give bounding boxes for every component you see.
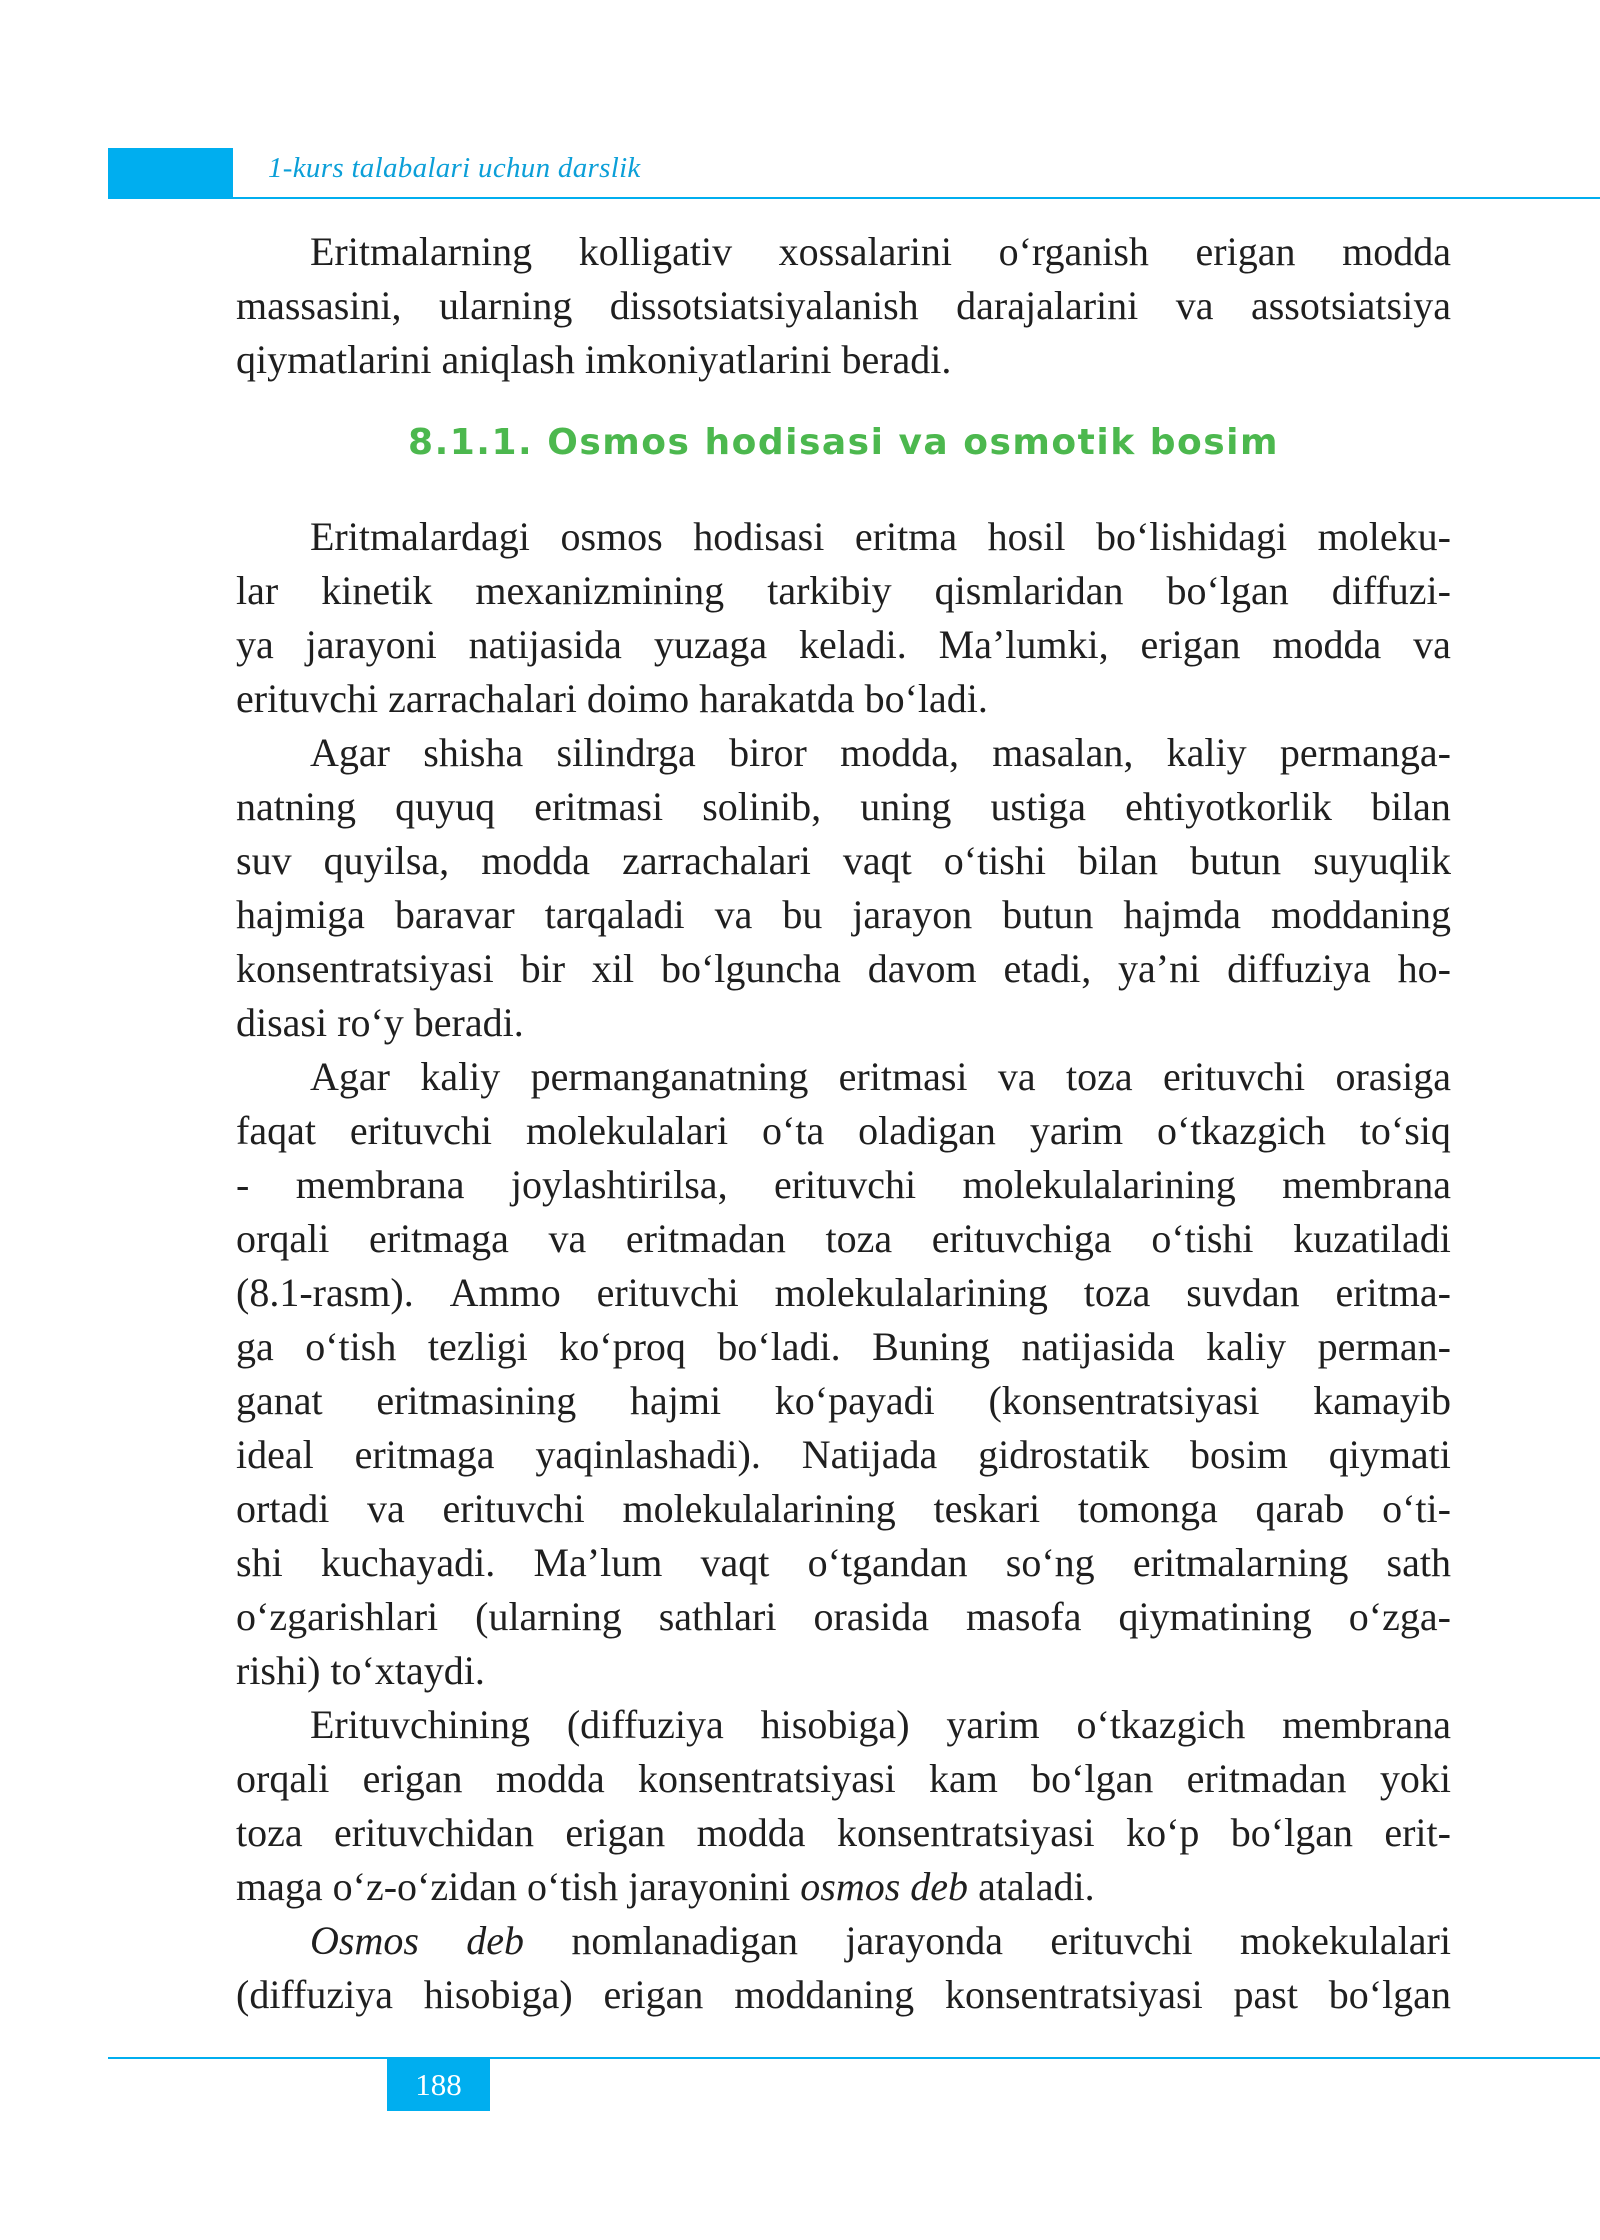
word: hisobiga) <box>423 1972 573 2017</box>
word: natijasida <box>1021 1324 1175 1369</box>
word: o‘tkazgich <box>1076 1702 1246 1747</box>
word: bo‘ladi. <box>864 676 988 721</box>
word: modda, <box>840 730 959 775</box>
word: ganat <box>236 1378 323 1423</box>
text-line <box>236 1482 1451 1536</box>
word: erituvchi <box>596 1270 739 1315</box>
word: kinetik <box>321 568 433 613</box>
word: solinib, <box>702 784 822 829</box>
word: xossalarini <box>778 229 952 274</box>
word: ko‘payadi <box>774 1378 935 1423</box>
word: butun <box>1002 892 1094 937</box>
word: erituvchidan <box>334 1810 534 1855</box>
word: massasini, <box>236 283 402 328</box>
word: va <box>1175 283 1214 328</box>
text-line <box>236 1806 1451 1860</box>
word: qiymatining <box>1118 1594 1312 1639</box>
word: qarab <box>1255 1486 1345 1531</box>
word: harakatda <box>699 676 855 721</box>
word: to‘siq <box>1359 1108 1451 1153</box>
word: ehtiyotkorlik <box>1125 784 1332 829</box>
word: konsentratsiyasi <box>236 946 494 991</box>
word: Agar <box>310 1054 390 1099</box>
word: va <box>714 892 753 937</box>
word: erigan <box>1140 622 1241 667</box>
word: Agar <box>310 730 390 775</box>
word: (8.1-rasm). <box>236 1270 414 1315</box>
word: - <box>236 1162 250 1207</box>
word: kuzatiladi <box>1293 1216 1451 1261</box>
word: imkoniyatlarini <box>584 337 832 382</box>
word: maga <box>236 1864 323 1909</box>
word: davom <box>867 946 977 991</box>
word: (ularning <box>475 1594 622 1639</box>
word: ularning <box>439 283 573 328</box>
word: o‘zga- <box>1348 1594 1451 1639</box>
text-line <box>236 225 1451 279</box>
word: Eritmalardagi <box>310 514 530 559</box>
word: (konsentratsiyasi <box>988 1378 1260 1423</box>
word: mokekulalari <box>1239 1918 1451 1963</box>
word: zarrachalari <box>388 676 577 721</box>
word: diffuziya <box>1227 946 1371 991</box>
word: o‘ta <box>762 1108 825 1153</box>
word: Natijada <box>801 1432 938 1477</box>
word: kuchayadi. <box>320 1540 496 1585</box>
word: erigan <box>565 1810 666 1855</box>
word: tomonga <box>1077 1486 1218 1531</box>
word: zarrachalari <box>622 838 811 883</box>
word: va <box>367 1486 405 1531</box>
word: o‘tgandan <box>807 1540 968 1585</box>
text-line <box>236 888 1451 942</box>
word: eritmasining <box>376 1378 577 1423</box>
word: qiymati <box>1328 1432 1451 1477</box>
word: dissotsiatsiyalanish <box>609 283 919 328</box>
word: natijasida <box>468 622 622 667</box>
word: ko‘proq <box>559 1324 686 1369</box>
word: jarayonini <box>628 1864 791 1909</box>
word: yaqinlashadi). <box>535 1432 761 1477</box>
word: doimo <box>586 676 690 721</box>
word: butun <box>1190 838 1282 883</box>
section-title: 8.1.1. Osmos hodisasi va osmotik bosim <box>408 422 1279 463</box>
word: hosil <box>987 514 1066 559</box>
word: konsentratsiyasi <box>944 1972 1203 2017</box>
word: erigan <box>603 1972 704 2017</box>
header-accent-block <box>108 148 233 197</box>
word: tezligi <box>427 1324 528 1369</box>
word: suvdan <box>1186 1270 1300 1315</box>
word: quyilsa, <box>323 838 450 883</box>
word: o‘tishi <box>943 838 1046 883</box>
word: eritmasi <box>838 1054 968 1099</box>
word: bo‘lgan <box>1031 1756 1154 1801</box>
word: ortadi <box>236 1486 330 1531</box>
word: kamayib <box>1313 1378 1451 1423</box>
word: Osmos <box>310 1918 419 1963</box>
word: (diffuziya <box>236 1972 393 2017</box>
word: qiymatlarini <box>236 337 432 382</box>
word: rishi) <box>236 1648 321 1693</box>
word: toza <box>825 1216 893 1261</box>
word: membrana <box>295 1162 465 1207</box>
word: orasiga <box>1335 1054 1451 1099</box>
text-line <box>236 1050 1451 1104</box>
word: jarayonda <box>845 1918 1004 1963</box>
word: bo‘lishidagi <box>1095 514 1288 559</box>
word: uning <box>860 784 952 829</box>
word: erituvchi <box>442 1486 585 1531</box>
word: suv <box>236 838 292 883</box>
word: perman- <box>1317 1324 1451 1369</box>
word: bir <box>520 946 566 991</box>
word: baravar <box>394 892 515 937</box>
word: bilan <box>1370 784 1451 829</box>
word: ya’ni <box>1118 946 1201 991</box>
word: Erituvchining <box>310 1702 530 1747</box>
word: o‘rganish <box>998 229 1149 274</box>
word: masofa <box>965 1594 1082 1639</box>
text-line <box>236 1968 1451 2022</box>
word: xil <box>591 946 635 991</box>
word: vaqt <box>842 838 912 883</box>
word: ko‘p <box>1126 1810 1200 1855</box>
word: joylashtirilsa, <box>510 1162 728 1207</box>
text-line <box>236 1536 1451 1590</box>
text-line <box>236 333 1451 387</box>
word: eritmalarning <box>1132 1540 1349 1585</box>
word: modda <box>481 838 591 883</box>
word: eritmaga <box>354 1432 495 1477</box>
word: membrana <box>1282 1702 1451 1747</box>
text-line <box>236 1320 1451 1374</box>
word: suyuqlik <box>1313 838 1451 883</box>
word: sathlari <box>658 1594 777 1639</box>
word: ro‘y <box>337 1000 404 1045</box>
word: kam <box>929 1756 998 1801</box>
text-line <box>236 672 1451 726</box>
word: ga <box>236 1324 274 1369</box>
text-line <box>236 1104 1451 1158</box>
word: toza <box>236 1810 303 1855</box>
word: o‘tishi <box>1151 1216 1254 1261</box>
text-line <box>236 1860 1451 1914</box>
word: moddaning <box>734 1972 915 2017</box>
word: erit- <box>1384 1810 1451 1855</box>
word: orqali <box>236 1216 330 1261</box>
word: qismlaridan <box>934 568 1124 613</box>
word: erituvchi <box>236 676 379 721</box>
word: hajmiga <box>236 892 365 937</box>
header-rule <box>108 197 1600 199</box>
running-header-title: 1-kurs talabalari uchun darslik <box>268 152 641 184</box>
word: Ma’lum <box>533 1540 663 1585</box>
text-line <box>236 726 1451 780</box>
word: osmos <box>560 514 663 559</box>
word: erituvchi <box>1162 1054 1306 1099</box>
word: tarqaladi <box>544 892 685 937</box>
word: diffuzi- <box>1331 568 1451 613</box>
word: kaliy <box>1166 730 1247 775</box>
word: hisobiga) <box>760 1702 910 1747</box>
word: sath <box>1386 1540 1451 1585</box>
word: bosim <box>1190 1432 1288 1477</box>
word: Ma’lumki, <box>938 622 1109 667</box>
word: osmos <box>800 1864 901 1909</box>
word: shi <box>236 1540 283 1585</box>
word: o‘ti- <box>1382 1486 1451 1531</box>
word: eritmasi <box>534 784 664 829</box>
word: erituvchi <box>1050 1918 1193 1963</box>
word: Eritmalarning <box>310 229 533 274</box>
word: hodisasi <box>693 514 825 559</box>
footer-rule <box>108 2057 1600 2059</box>
word: eritmaga <box>368 1216 509 1261</box>
word: moleku- <box>1317 514 1451 559</box>
word: erigan <box>1195 229 1296 274</box>
word: deb <box>910 1864 969 1909</box>
word: bu <box>782 892 823 937</box>
word: Buning <box>872 1324 990 1369</box>
word: shisha <box>423 730 524 775</box>
word: o‘tkazgich <box>1157 1108 1326 1153</box>
text-line <box>236 279 1451 333</box>
word: erigan <box>362 1756 463 1801</box>
text-line <box>236 1698 1451 1752</box>
word: disasi <box>236 1000 328 1045</box>
text-line <box>236 1752 1451 1806</box>
word: permanganatning <box>530 1054 809 1099</box>
word: ustiga <box>990 784 1087 829</box>
word: ho- <box>1397 946 1451 991</box>
word: kolligativ <box>578 229 733 274</box>
word: eritmadan <box>625 1216 786 1261</box>
word: yuzaga <box>653 622 768 667</box>
word: molekulalari <box>525 1108 729 1153</box>
text-line <box>236 1644 1451 1698</box>
word: hajmi <box>630 1378 722 1423</box>
word: erituvchi <box>349 1108 493 1153</box>
word: molekulalarining <box>622 1486 896 1531</box>
word: past <box>1233 1972 1298 2017</box>
word: oladigan <box>858 1108 996 1153</box>
word: Ammo <box>449 1270 561 1315</box>
word: jarayon <box>852 892 973 937</box>
word: deb <box>466 1918 525 1963</box>
word: keladi. <box>799 622 907 667</box>
word: bilan <box>1078 838 1158 883</box>
word: silindrga <box>556 730 696 775</box>
word: molekulalarining <box>962 1162 1236 1207</box>
text-line <box>236 1428 1451 1482</box>
word: va <box>548 1216 587 1261</box>
word: hajmda <box>1123 892 1242 937</box>
word: modda <box>495 1756 605 1801</box>
text-line <box>236 510 1451 564</box>
text-line <box>236 1914 1451 1968</box>
word: nomlanadigan <box>571 1918 798 1963</box>
word: vaqt <box>700 1540 770 1585</box>
word: modda <box>1272 622 1382 667</box>
word: beradi. <box>841 337 952 382</box>
word: darajalarini <box>956 283 1139 328</box>
word: yarim <box>946 1702 1040 1747</box>
word: (diffuziya <box>566 1702 724 1747</box>
word: o‘z-o‘zidan <box>332 1864 517 1909</box>
text-line <box>236 1266 1451 1320</box>
word: ideal <box>236 1432 314 1477</box>
word: faqat <box>236 1108 316 1153</box>
word: tarkibiy <box>767 568 892 613</box>
word: eritma <box>854 514 958 559</box>
word: o‘zgarishlari <box>236 1594 439 1639</box>
word: moddaning <box>1271 892 1451 937</box>
word: masalan, <box>992 730 1134 775</box>
word: lar <box>236 568 279 613</box>
word: o‘tish <box>305 1324 397 1369</box>
text-line <box>236 780 1451 834</box>
text-line <box>236 1158 1451 1212</box>
word: bo‘lguncha <box>660 946 841 991</box>
word: to‘xtaydi. <box>330 1648 485 1693</box>
text-line <box>236 564 1451 618</box>
word: kaliy <box>1206 1324 1287 1369</box>
page-content <box>236 225 1451 2022</box>
word: bo‘lgan <box>1230 1810 1353 1855</box>
word: membrana <box>1282 1162 1451 1207</box>
text-line <box>236 1374 1451 1428</box>
word: etadi, <box>1003 946 1092 991</box>
word: gidrostatik <box>978 1432 1150 1477</box>
word: kaliy <box>420 1054 501 1099</box>
word: aniqlash <box>441 337 575 382</box>
word: yoki <box>1379 1756 1451 1801</box>
word: ataladi. <box>978 1864 1095 1909</box>
word: beradi. <box>413 1000 524 1045</box>
word: toza <box>1083 1270 1151 1315</box>
word: jarayoni <box>305 622 437 667</box>
word: modda <box>1342 229 1451 274</box>
word: orqali <box>236 1756 330 1801</box>
word: teskari <box>933 1486 1041 1531</box>
word: modda <box>696 1810 806 1855</box>
page-number: 188 <box>387 2059 490 2111</box>
text-line <box>236 618 1451 672</box>
text-line <box>236 1590 1451 1644</box>
word: va <box>1413 622 1451 667</box>
word: erituvchi <box>773 1162 917 1207</box>
word: erituvchiga <box>931 1216 1112 1261</box>
word: o‘tish <box>526 1864 619 1909</box>
text-line <box>236 1212 1451 1266</box>
word: bo‘lgan <box>1328 1972 1451 2017</box>
word: assotsiatsiya <box>1250 283 1451 328</box>
word: orasida <box>813 1594 929 1639</box>
text-line <box>236 942 1451 996</box>
text-line <box>236 834 1451 888</box>
word: va <box>997 1054 1036 1099</box>
word: konsentratsiyasi <box>637 1756 896 1801</box>
word: mexanizmining <box>475 568 725 613</box>
word: yarim <box>1029 1108 1124 1153</box>
word: eritmadan <box>1186 1756 1347 1801</box>
word: konsentratsiyasi <box>836 1810 1095 1855</box>
word: natning <box>236 784 356 829</box>
word: toza <box>1065 1054 1133 1099</box>
word: biror <box>729 730 807 775</box>
word: ya <box>236 622 274 667</box>
text-line <box>236 996 1451 1050</box>
word: molekulalarining <box>774 1270 1048 1315</box>
word: so‘ng <box>1005 1540 1095 1585</box>
word: eritma- <box>1335 1270 1451 1315</box>
word: bo‘lgan <box>1166 568 1289 613</box>
word: quyuq <box>395 784 496 829</box>
word: permanga- <box>1279 730 1451 775</box>
word: bo‘ladi. <box>717 1324 841 1369</box>
